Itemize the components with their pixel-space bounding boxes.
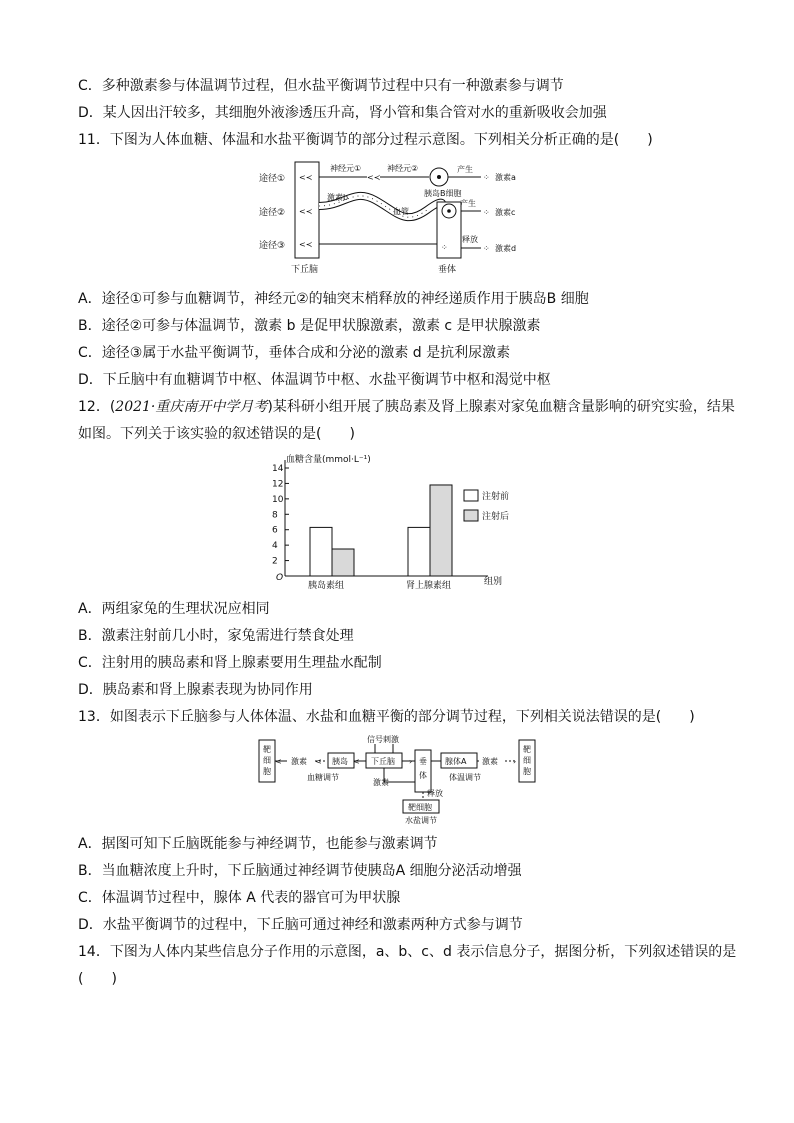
option-c-prev: C．多种激素参与体温调节过程，但水盐平衡调节过程中只有一种激素参与调节 — [78, 78, 564, 94]
question-14: 14．下图为人体内某些信息分子作用的示意图，a、b、c、d 表示信息分子，据图分析，下列叙述错误的是 — [78, 944, 737, 960]
islet-label: 胰岛 — [332, 757, 348, 766]
question-12-line2: 如图。下列关于该实验的叙述错误的是( ) — [78, 426, 355, 442]
q12-prefix: 12．( — [78, 399, 116, 415]
question-12-line1 — [78, 397, 735, 417]
target-cell-right-label: 靶细胞 — [523, 745, 531, 776]
q11-option-a: A．途径①可参与血糖调节，神经元②的轴突末梢释放的神经递质作用于胰岛B 细胞 — [78, 291, 589, 307]
legend-label: 注射前 — [482, 492, 510, 502]
hormone-d-dots: ⁘ — [483, 244, 490, 253]
q12-source: 2021·重庆南开中学月考 — [115, 399, 268, 415]
y-tick-label: 8 — [272, 510, 278, 521]
hormone-c-label: 激素c — [495, 208, 516, 217]
bar — [332, 549, 354, 576]
legend-label: 注射后 — [482, 512, 510, 522]
q11-option-d: D．下丘脑中有血糖调节中枢、体温调节中枢、水盐平衡调节中枢和渴觉中枢 — [78, 372, 551, 388]
q13-option-a: A．据图可知下丘脑既能参与神经调节，也能参与激素调节 — [78, 836, 438, 852]
hormone-right-label: 激素 — [482, 757, 498, 766]
target-cell-bottom-label: 靶细胞 — [408, 803, 432, 812]
pituitary-label: 垂体 — [438, 265, 457, 275]
hormone-d-label: 激素d — [495, 244, 517, 253]
category-label: 肾上腺素组 — [406, 581, 452, 590]
synapse-3-icon: <≺ — [299, 240, 313, 249]
path-1-label: 途径① — [259, 174, 286, 184]
release-label: 释放 — [462, 235, 478, 244]
q12-option-a: A．两组家兔的生理状况应相同 — [78, 601, 270, 617]
hypothalamus-label: 下丘脑 — [291, 265, 319, 275]
hormone-b-label: 激素b — [327, 193, 349, 202]
hormone-c-dots: ⁘ — [483, 208, 490, 217]
target-cell-left-label: 靶细胞 — [263, 745, 271, 776]
q11-option-c: C．途径③属于水盐平衡调节，垂体合成和分泌的激素 d 是抗利尿激素 — [78, 345, 511, 361]
y-tick-label: 4 — [272, 541, 278, 552]
q12-option-c: C．注射用的胰岛素和肾上腺素要用生理盐水配制 — [78, 655, 382, 671]
figure-13-diagram — [255, 732, 545, 826]
bar — [310, 527, 332, 576]
neuron-2-label: 神经元② — [387, 164, 419, 173]
y-tick-label: 14 — [272, 464, 284, 474]
path-3-label: 途径③ — [259, 241, 286, 251]
y-tick-label: 6 — [272, 525, 278, 536]
y-axis-label: 血糖含量(mmol·L⁻¹) — [286, 455, 371, 465]
q11-option-b: B．途径②可参与体温调节，激素 b 是促甲状腺激素，激素 c 是甲状腺激素 — [78, 318, 541, 334]
path-2-label: 途径② — [259, 208, 286, 218]
produce-1-label: 产生 — [457, 165, 473, 174]
svg-text:<: < — [353, 757, 360, 766]
vessel-label: 血管 — [393, 207, 409, 216]
release-label: 释放 — [427, 789, 443, 798]
svg-text:<: < — [275, 757, 282, 766]
question-14-bracket: ( ) — [78, 971, 117, 987]
q12-text: )某科研小组开展了胰岛素及肾上腺素对家兔血糖含量影响的研究实验，结果 — [267, 399, 735, 415]
y-tick-label: 12 — [272, 479, 284, 490]
svg-text:<: < — [315, 757, 322, 766]
q13-option-d: D．水盐平衡调节的过程中，下丘脑可通过神经和激素两种方式参与调节 — [78, 917, 523, 933]
q12-option-b: B．激素注射前几小时，家兔需进行禁食处理 — [78, 628, 354, 644]
hormone-a-dots: ⁘ — [483, 173, 490, 182]
water-salt-label: 水盐调节 — [405, 816, 437, 825]
q12-option-d: D．胰岛素和肾上腺素表现为协同作用 — [78, 682, 313, 698]
q13-option-c: C．体温调节过程中，腺体 A 代表的器官可为甲状腺 — [78, 890, 401, 906]
bar — [408, 527, 430, 576]
synapse-1-icon: <≺ — [299, 173, 313, 182]
y-tick-label: 2 — [272, 556, 278, 567]
x-axis-label: 组别 — [484, 577, 503, 587]
hormone-mid-label: 激素 — [373, 778, 389, 787]
gland-a-label: 腺体A — [445, 757, 467, 766]
legend-swatch — [464, 510, 478, 521]
option-d-prev: D．某人因出汗较多，其细胞外液渗透压升高，肾小管和集合管对水的重新吸收会加强 — [78, 105, 607, 121]
body-temp-label: 体温调节 — [449, 773, 481, 782]
y-tick-label: 10 — [272, 494, 284, 505]
signal-label: 信号刺激 — [367, 735, 399, 744]
blood-sugar-label: 血糖调节 — [307, 773, 339, 782]
figure-11-diagram — [255, 158, 545, 278]
bar — [430, 485, 452, 576]
hypothalamus-label: 下丘脑 — [371, 757, 395, 766]
produce-2-label: 产生 — [460, 199, 476, 208]
pituitary-vesicle-dots: ⁘ — [441, 243, 448, 252]
legend-swatch — [464, 490, 478, 501]
hormone-left-label: 激素 — [291, 757, 307, 766]
synapse-mid-icon: <≺ — [367, 173, 381, 182]
figure-12-bar-chart — [270, 450, 530, 590]
synapse-2-icon: <≺ — [299, 207, 313, 216]
svg-text:›: › — [409, 757, 413, 766]
neuron-1-label: 神经元① — [330, 164, 362, 173]
islet-b-cell-label: 胰岛B细胞 — [424, 189, 462, 198]
pituitary-label: 垂体 — [419, 757, 427, 780]
svg-text:›: › — [513, 757, 517, 766]
category-label: 胰岛素组 — [308, 581, 345, 590]
question-13: 13．如图表示下丘脑参与人体体温、水盐和血糖平衡的部分调节过程，下列相关说法错误的是( ) — [78, 709, 695, 725]
question-11: 11．下图为人体血糖、体温和水盐平衡调节的部分过程示意图。下列相关分析正确的是( ) — [78, 132, 653, 148]
q13-option-b: B．当血糖浓度上升时，下丘脑通过神经调节使胰岛A 细胞分泌活动增强 — [78, 863, 522, 879]
origin-label: O — [276, 573, 284, 583]
hormone-a-label: 激素a — [495, 173, 516, 182]
